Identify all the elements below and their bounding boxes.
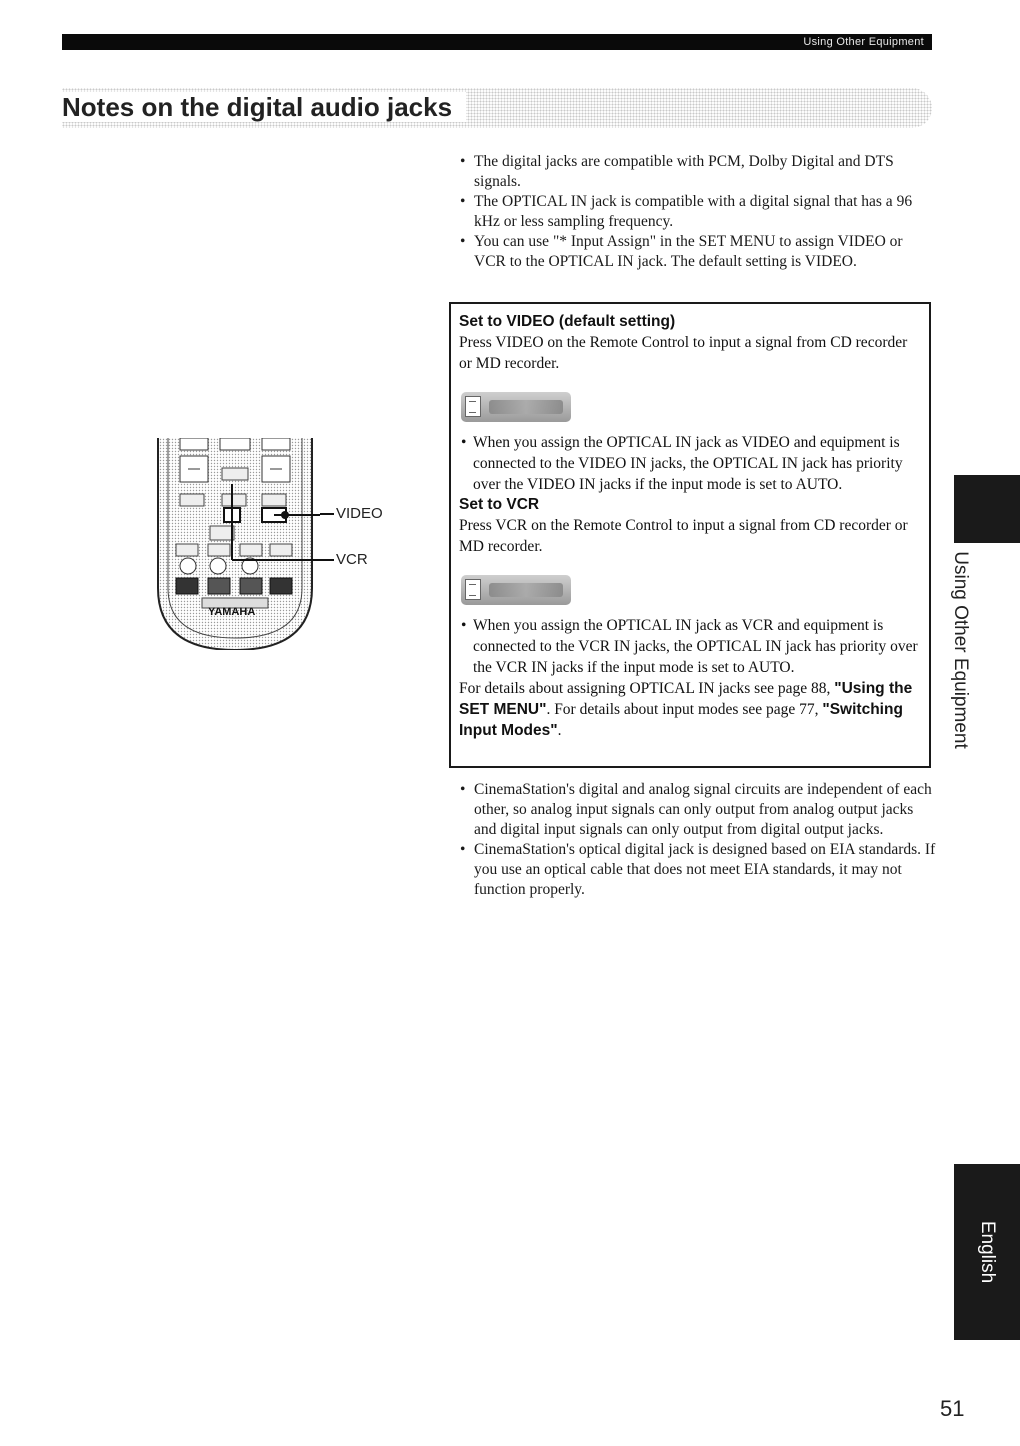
list-item: • The OPTICAL IN jack is compatible with a digital signal that has a 96 kHz or less sampling frequency.: [456, 192, 936, 232]
list-item: • You can use "* Input Assign" in the SET MENU to assign VIDEO or VCR to the OPTICAL IN jack. The default setting is VIDEO.: [456, 232, 936, 272]
input-assign-box: [449, 302, 931, 768]
title-banner: [62, 88, 932, 128]
language-tab-text: English: [977, 1220, 998, 1284]
side-section-label: [940, 550, 980, 750]
note-badge: [461, 575, 571, 605]
note-label-graphic: [489, 583, 563, 597]
callout-leaders: [320, 510, 334, 574]
section-tab-marker: [954, 475, 1020, 543]
list-item: • CinemaStation's optical digital jack is designed based on EIA standards. If you use an optical cable that does not meet EIA standards, it may not function properly.: [456, 840, 936, 900]
video-note: • When you assign the OPTICAL IN jack as VIDEO and equipment is connected to the VIDEO IN jacks, the OPTICAL IN jack has priority over the VIDEO IN jacks if the input mode is set to AUTO.: [459, 432, 919, 495]
vcr-heading: Set to VCR: [459, 496, 540, 513]
remote-brand-label: YAMAHA: [208, 606, 256, 618]
footer-text-3: .: [557, 722, 562, 739]
link-using-set-menu[interactable]: "Using the SET MENU": [459, 680, 913, 718]
note-label-graphic: [489, 400, 563, 414]
intro-bullet-list: [456, 152, 936, 272]
note-badge: [461, 392, 571, 422]
box-footer: [459, 678, 919, 741]
note-icon: [465, 579, 481, 600]
list-item: • CinemaStation's digital and analog signal circuits are independent of each other, so analog input signals can only output from analog output jacks and digital input signals can only output from digital output jacks.: [456, 780, 936, 840]
remote-control-image: [150, 438, 320, 650]
language-tab: [954, 1164, 1020, 1340]
vcr-note: • When you assign the OPTICAL IN jack as VCR and equipment is connected to the VCR IN jacks, the OPTICAL IN jack has priority over the VCR IN jacks if the input mode is set to AUTO.: [459, 615, 919, 678]
footer-text-1: For details about assigning OPTICAL IN jacks see page 88,: [459, 680, 831, 697]
bottom-bullet-list: [456, 780, 936, 900]
link-switching-input-modes[interactable]: "Switching Input Modes": [459, 701, 903, 739]
callout-video: VIDEO: [336, 505, 383, 522]
page-number: 51: [940, 1396, 965, 1421]
note-icon: [465, 396, 481, 417]
page-title: Notes on the digital audio jacks: [62, 92, 466, 122]
vcr-text: Press VCR on the Remote Control to input a signal from CD recorder or MD recorder.: [459, 517, 908, 555]
footer-text-2: . For details about input modes see page 77,: [546, 701, 819, 718]
video-text: Press VIDEO on the Remote Control to input a signal from CD recorder or MD recorder.: [459, 334, 908, 372]
side-section-text: Using Other Equipment: [950, 551, 971, 749]
section-header-bar: [62, 34, 932, 50]
video-heading: Set to VIDEO (default setting): [459, 313, 676, 330]
list-item: • The digital jacks are compatible with PCM, Dolby Digital and DTS signals.: [456, 152, 936, 192]
callout-vcr: VCR: [336, 551, 368, 568]
section-header-text: Using Other Equipment: [803, 36, 924, 48]
remote-control-illustration: [150, 438, 320, 655]
